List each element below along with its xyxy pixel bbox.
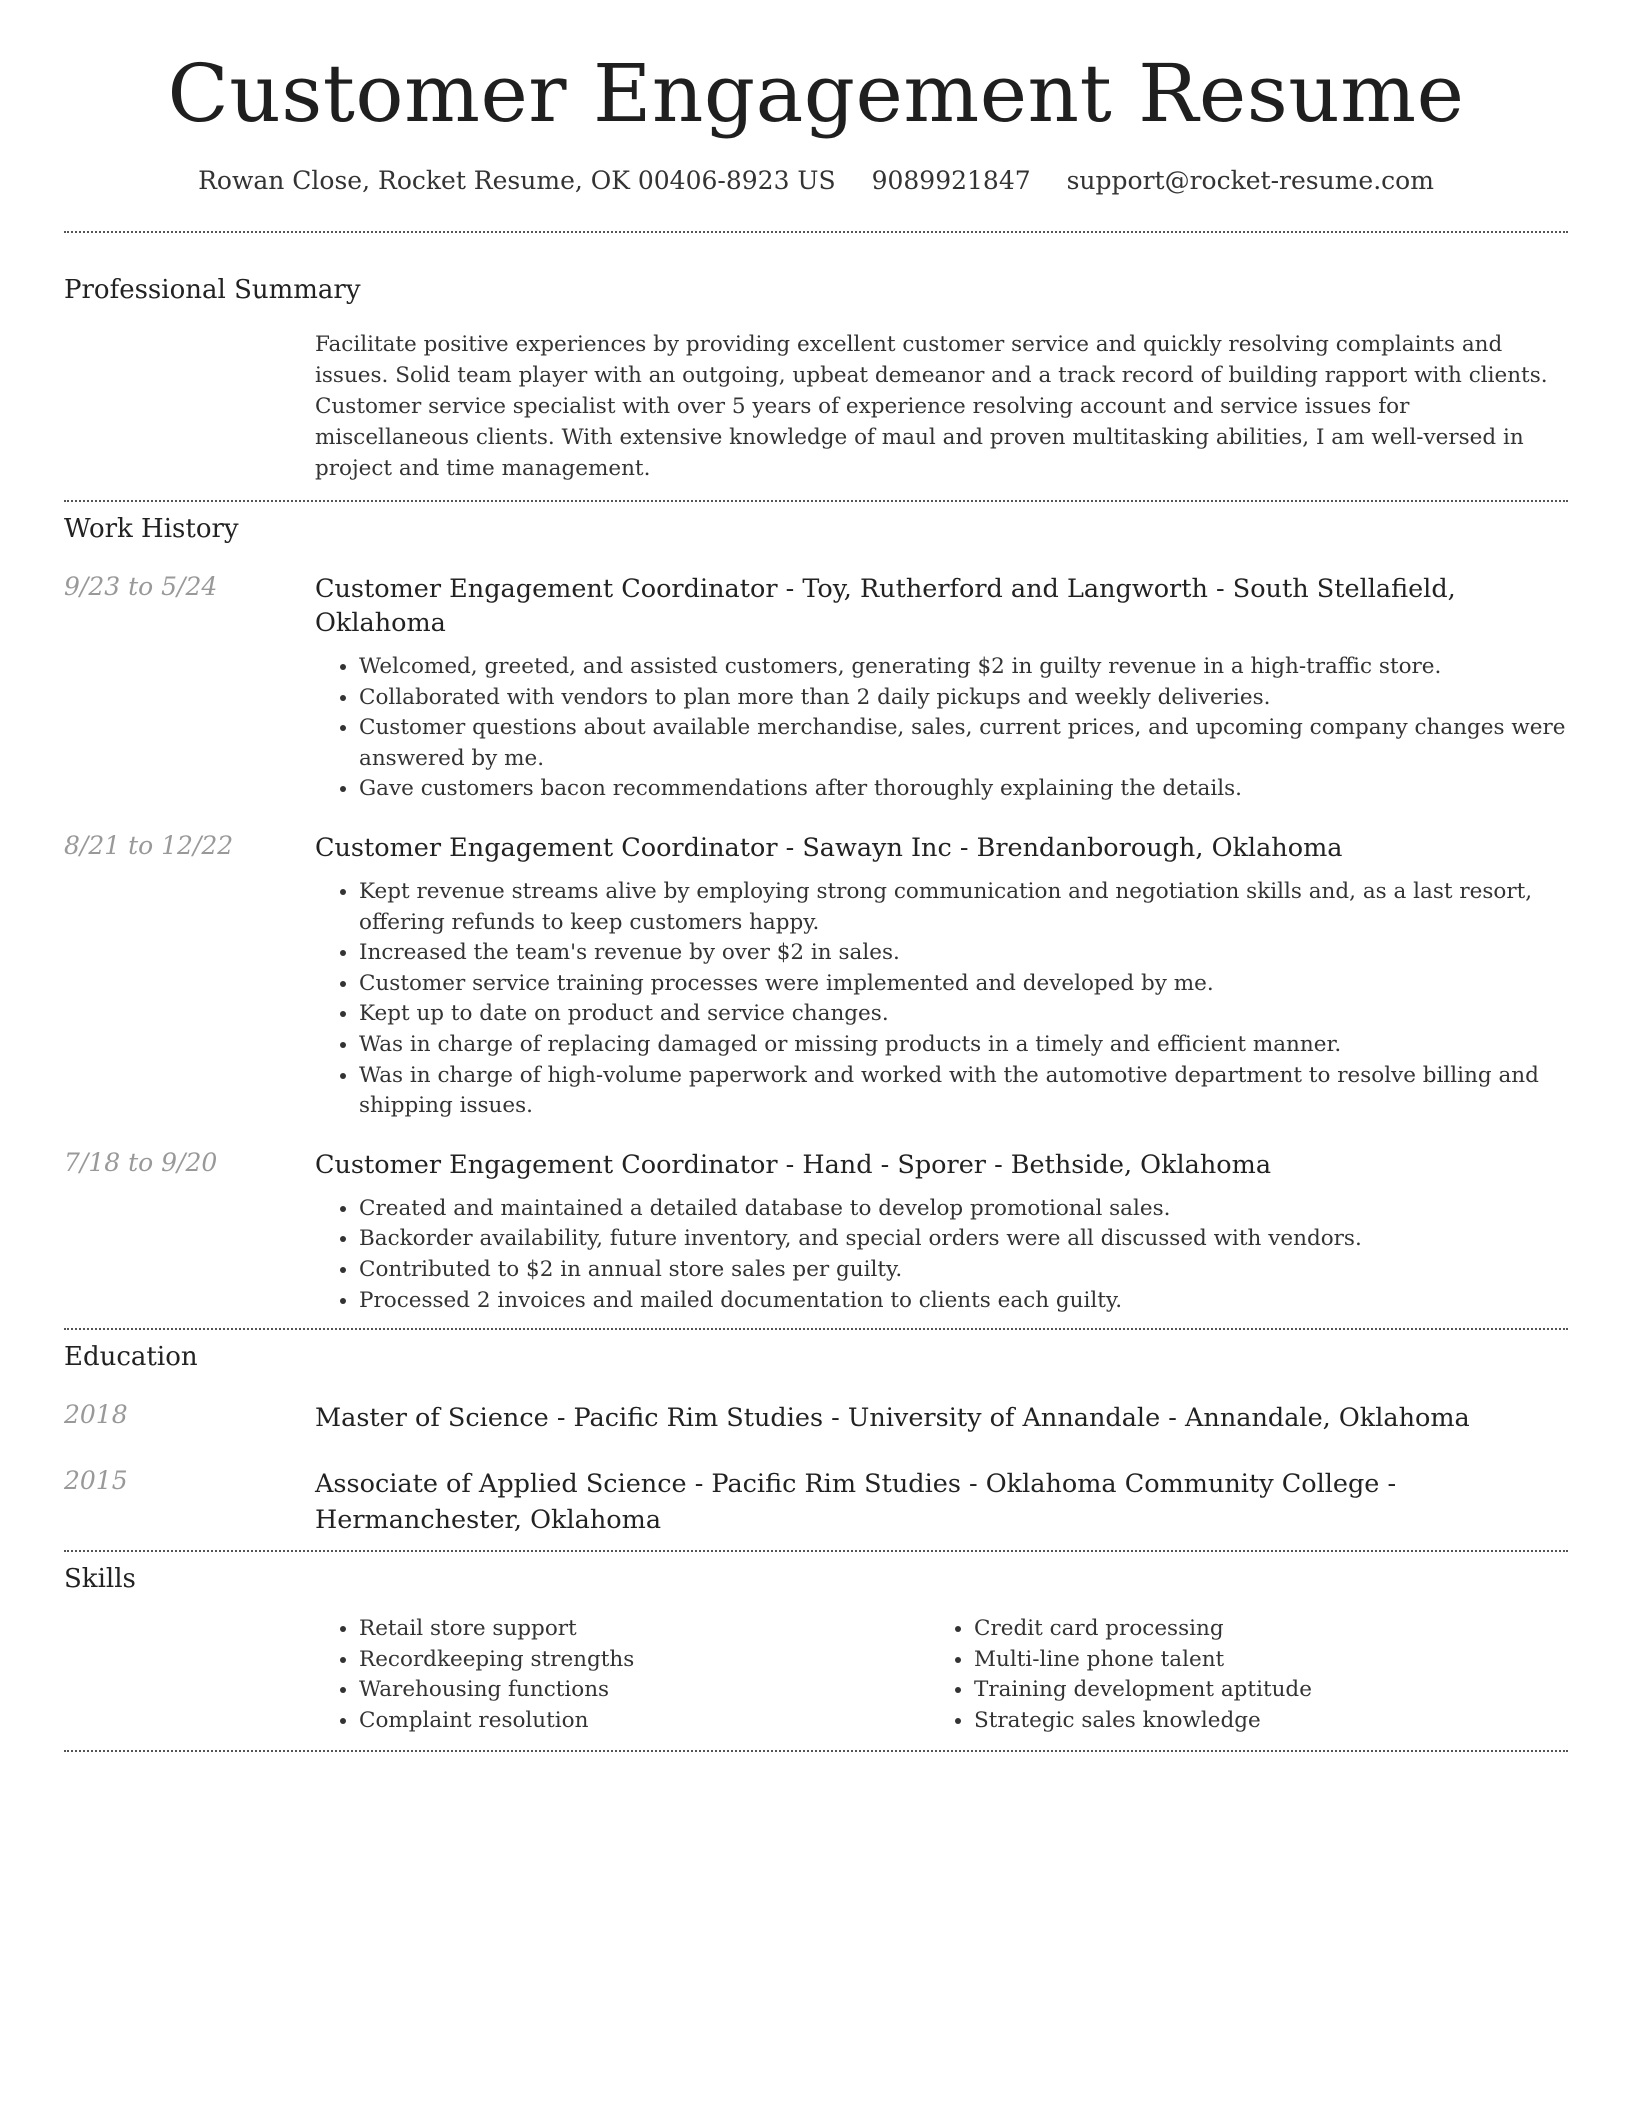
job-bullets <box>315 652 1568 805</box>
skill-item: • Multi-line phone talent <box>974 1645 1545 1676</box>
skill-item: • Complaint resolution <box>359 1706 930 1737</box>
skills-column-right <box>930 1614 1545 1736</box>
list-item: • Kept up to date on product and service changes. <box>359 999 1568 1030</box>
skill-item: • Recordkeeping strengths <box>359 1645 930 1676</box>
education-entry <box>64 1466 1568 1538</box>
list-item: • Was in charge of replacing damaged or missing products in a timely and efficient manner. <box>359 1030 1568 1061</box>
list-item: • Created and maintained a detailed database to develop promotional sales. <box>359 1194 1568 1225</box>
work-history-heading: Work History <box>64 514 239 544</box>
education-title: Associate of Applied Science - Pacific Rim Studies - Oklahoma Community College - Hermanchester, Oklahoma <box>315 1469 1397 1536</box>
list-item: • Welcomed, greeted, and assisted customers, generating $2 in guilty revenue in a high-traffic store. <box>359 652 1568 683</box>
education-section <box>64 1330 1568 1372</box>
job-title: Customer Engagement Coordinator - Hand - Sporer - Bethside, Oklahoma <box>315 1149 1272 1180</box>
skills-section <box>64 1552 1568 1594</box>
list-item: • Increased the team's revenue by over $2 in sales. <box>359 938 1568 969</box>
job-entry <box>64 572 1568 805</box>
skills-column-left <box>315 1614 930 1736</box>
job-bullets <box>315 1194 1568 1316</box>
list-item: • Contributed to $2 in annual store sales per guilty. <box>359 1255 1568 1286</box>
skill-item: • Training development aptitude <box>974 1675 1545 1706</box>
job-title: Customer Engagement Coordinator - Toy, Rutherford and Langworth - South Stellafield, Oklahoma <box>315 574 1456 638</box>
job-dates: 9/23 to 5/24 <box>64 572 218 601</box>
divider <box>64 1750 1568 1752</box>
skills-list <box>64 1614 1568 1736</box>
skills-heading: Skills <box>64 1564 136 1595</box>
list-item: • Processed 2 invoices and mailed documentation to clients each guilty. <box>359 1286 1568 1317</box>
job-bullets <box>315 877 1568 1122</box>
resume-title: Customer Engagement Resume <box>167 47 1465 140</box>
job-dates: 8/21 to 12/22 <box>64 830 234 860</box>
list-item: • Gave customers bacon recommendations after thoroughly explaining the details. <box>359 774 1568 805</box>
skill-item: • Warehousing functions <box>359 1675 930 1706</box>
job-entry <box>64 1148 1568 1316</box>
job-title: Customer Engagement Coordinator - Sawayn Inc - Brendanborough, Oklahoma <box>315 832 1343 863</box>
summary-heading: Professional Summary <box>64 275 361 305</box>
education-year: 2018 <box>64 1400 128 1430</box>
skill-item: • Retail store support <box>359 1614 930 1645</box>
contact-line <box>64 166 1568 195</box>
job-dates: 7/18 to 9/20 <box>64 1147 218 1177</box>
list-item: • Backorder availability, future inventory, and special orders were all discussed with vendors. <box>359 1224 1568 1255</box>
education-title: Master of Science - Pacific Rim Studies - University of Annandale - Annandale, Oklahoma <box>315 1403 1470 1434</box>
contact-phone: 9089921847 <box>871 166 1031 195</box>
skill-item: • Strategic sales knowledge <box>974 1706 1545 1737</box>
contact-address: Rowan Close, Rocket Resume, OK 00406-8923 US <box>198 166 836 195</box>
list-item: • Customer questions about available merchandise, sales, current prices, and upcoming company changes were answered by me. <box>359 713 1568 774</box>
list-item: • Collaborated with vendors to plan more than 2 daily pickups and weekly deliveries. <box>359 683 1568 714</box>
list-item: • Kept revenue streams alive by employing strong communication and negotiation skills and, as a last resort, offering refunds to keep customers happy. <box>359 877 1568 938</box>
summary-section <box>64 233 1568 305</box>
list-item: • Was in charge of high-volume paperwork and worked with the automotive department to resolve billing and shipping issues. <box>359 1061 1568 1122</box>
contact-email: support@rocket-resume.com <box>1066 166 1434 195</box>
resume-page <box>64 0 1568 1752</box>
education-entry <box>64 1400 1568 1436</box>
education-heading: Education <box>64 1342 198 1373</box>
work-history-section <box>64 502 1568 544</box>
education-year: 2015 <box>64 1466 128 1496</box>
list-item: • Customer service training processes were implemented and developed by me. <box>359 969 1568 1000</box>
summary-text: Facilitate positive experiences by providing excellent customer service and quickly resolving complaints and issues. Solid team player with an outgoing, upbeat demeanor and a track record of building rapport with clients. Customer service specialist with over 5 years of experience resolving account and service issues for miscellaneous clients. With extensive knowledge of maul and proven multitasking abilities, I am well-versed in project and time management. <box>315 332 1548 481</box>
job-entry <box>64 831 1568 1122</box>
skill-item: • Credit card processing <box>974 1614 1545 1645</box>
